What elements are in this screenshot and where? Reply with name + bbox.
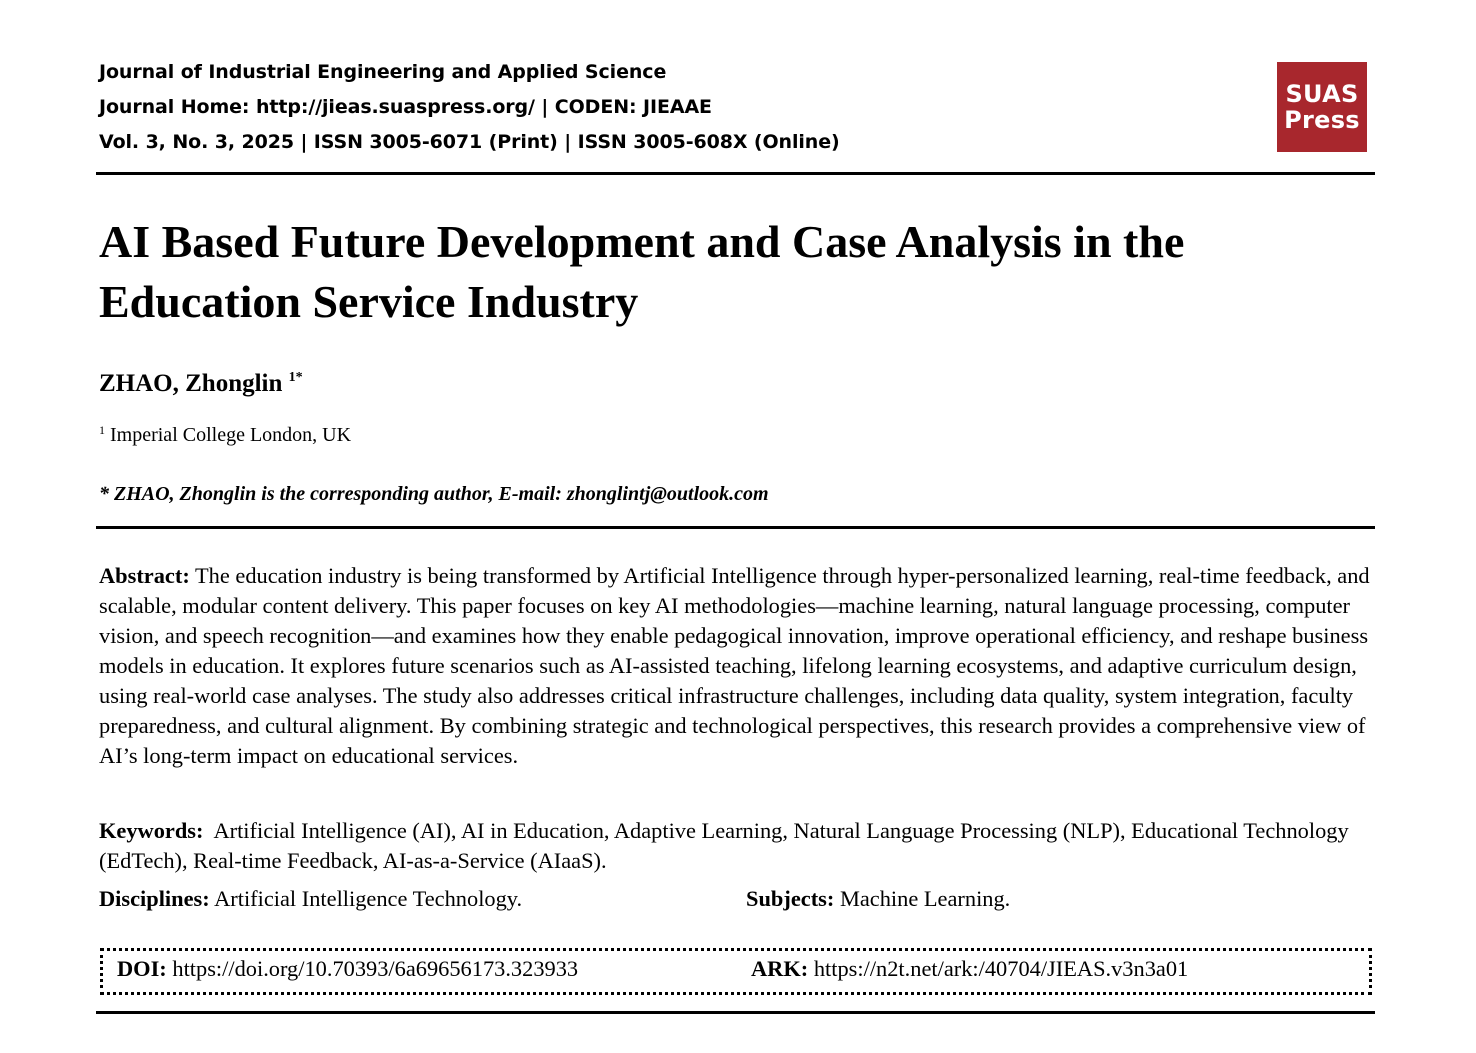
ark-line [751, 956, 1188, 982]
abstract-label: Abstract: [99, 563, 190, 588]
journal-home-line: Journal Home: http://jieas.suaspress.org/ | CODEN: JIEAAE [99, 96, 712, 118]
keywords-text: Artificial Intelligence (AI), AI in Education, Adaptive Learning, Natural Language Processing (NLP), Educational Technology (EdTech), Real-time Feedback, AI-as-a-Service (AIaaS). [99, 818, 1349, 873]
disciplines-label: Disciplines: [99, 886, 210, 911]
keywords-label: Keywords: [99, 818, 204, 843]
author-superscript: 1* [288, 370, 303, 385]
doi-link[interactable]: https://doi.org/10.70393/6a69656173.323933 [172, 956, 579, 981]
header-divider [96, 172, 1375, 175]
logo-line-1: SUAS [1285, 80, 1359, 108]
suas-press-logo [1277, 62, 1367, 152]
subjects-label: Subjects: [746, 886, 835, 911]
logo-line-2: Press [1284, 106, 1360, 134]
corresponding-author-note: * ZHAO, Zhonglin is the corresponding author, E-mail: zhonglintj@outlook.com [99, 483, 769, 505]
paper-title: AI Based Future Development and Case Analysis in the Education Service Industry [99, 216, 1185, 327]
affiliation-line [99, 423, 351, 447]
ark-link[interactable]: https://n2t.net/ark:/40704/JIEAS.v3n3a01 [813, 956, 1189, 981]
journal-header [99, 55, 840, 160]
subjects-text: Machine Learning. [839, 886, 1011, 911]
disciplines-line [99, 884, 522, 914]
identifier-box [100, 948, 1372, 995]
abstract-paragraph [99, 561, 1374, 771]
author-divider [96, 526, 1375, 529]
footer-divider [96, 1011, 1375, 1014]
keywords-paragraph [99, 816, 1374, 876]
doi-label: DOI: [117, 956, 167, 981]
ark-label: ARK: [751, 956, 809, 981]
doi-line [117, 956, 578, 982]
journal-volume-line: Vol. 3, No. 3, 2025 | ISSN 3005-6071 (Print) | ISSN 3005-608X (Online) [99, 131, 840, 153]
affiliation-name: Imperial College London, UK [110, 424, 352, 446]
affiliation-superscript: 1 [99, 423, 105, 437]
author-line [99, 370, 303, 398]
journal-name: Journal of Industrial Engineering and Applied Science [99, 61, 667, 83]
abstract-text: The education industry is being transformed by Artificial Intelligence through hyper-personalized learning, real-time feedback, and scalable, modular content delivery. This paper focuses on key AI methodologies—machine learning, natural language processing, computer vision, and speech recognition—and examines how they enable pedagogical innovation, improve operational efficiency, and reshape business models in education. It explores future scenarios such as AI-assisted teaching, lifelong learning ecosystems, and adaptive curriculum design, using real-world case analyses. The study also addresses critical infrastructure challenges, including data quality, system integration, faculty preparedness, and cultural alignment. By combining strategic and technological perspectives, this research provides a comprehensive view of AI’s long-term impact on educational services. [99, 563, 1370, 768]
author-name: ZHAO, Zhonglin [99, 370, 283, 397]
disciplines-text: Artificial Intelligence Technology. [214, 886, 523, 911]
subjects-line [746, 884, 1010, 914]
